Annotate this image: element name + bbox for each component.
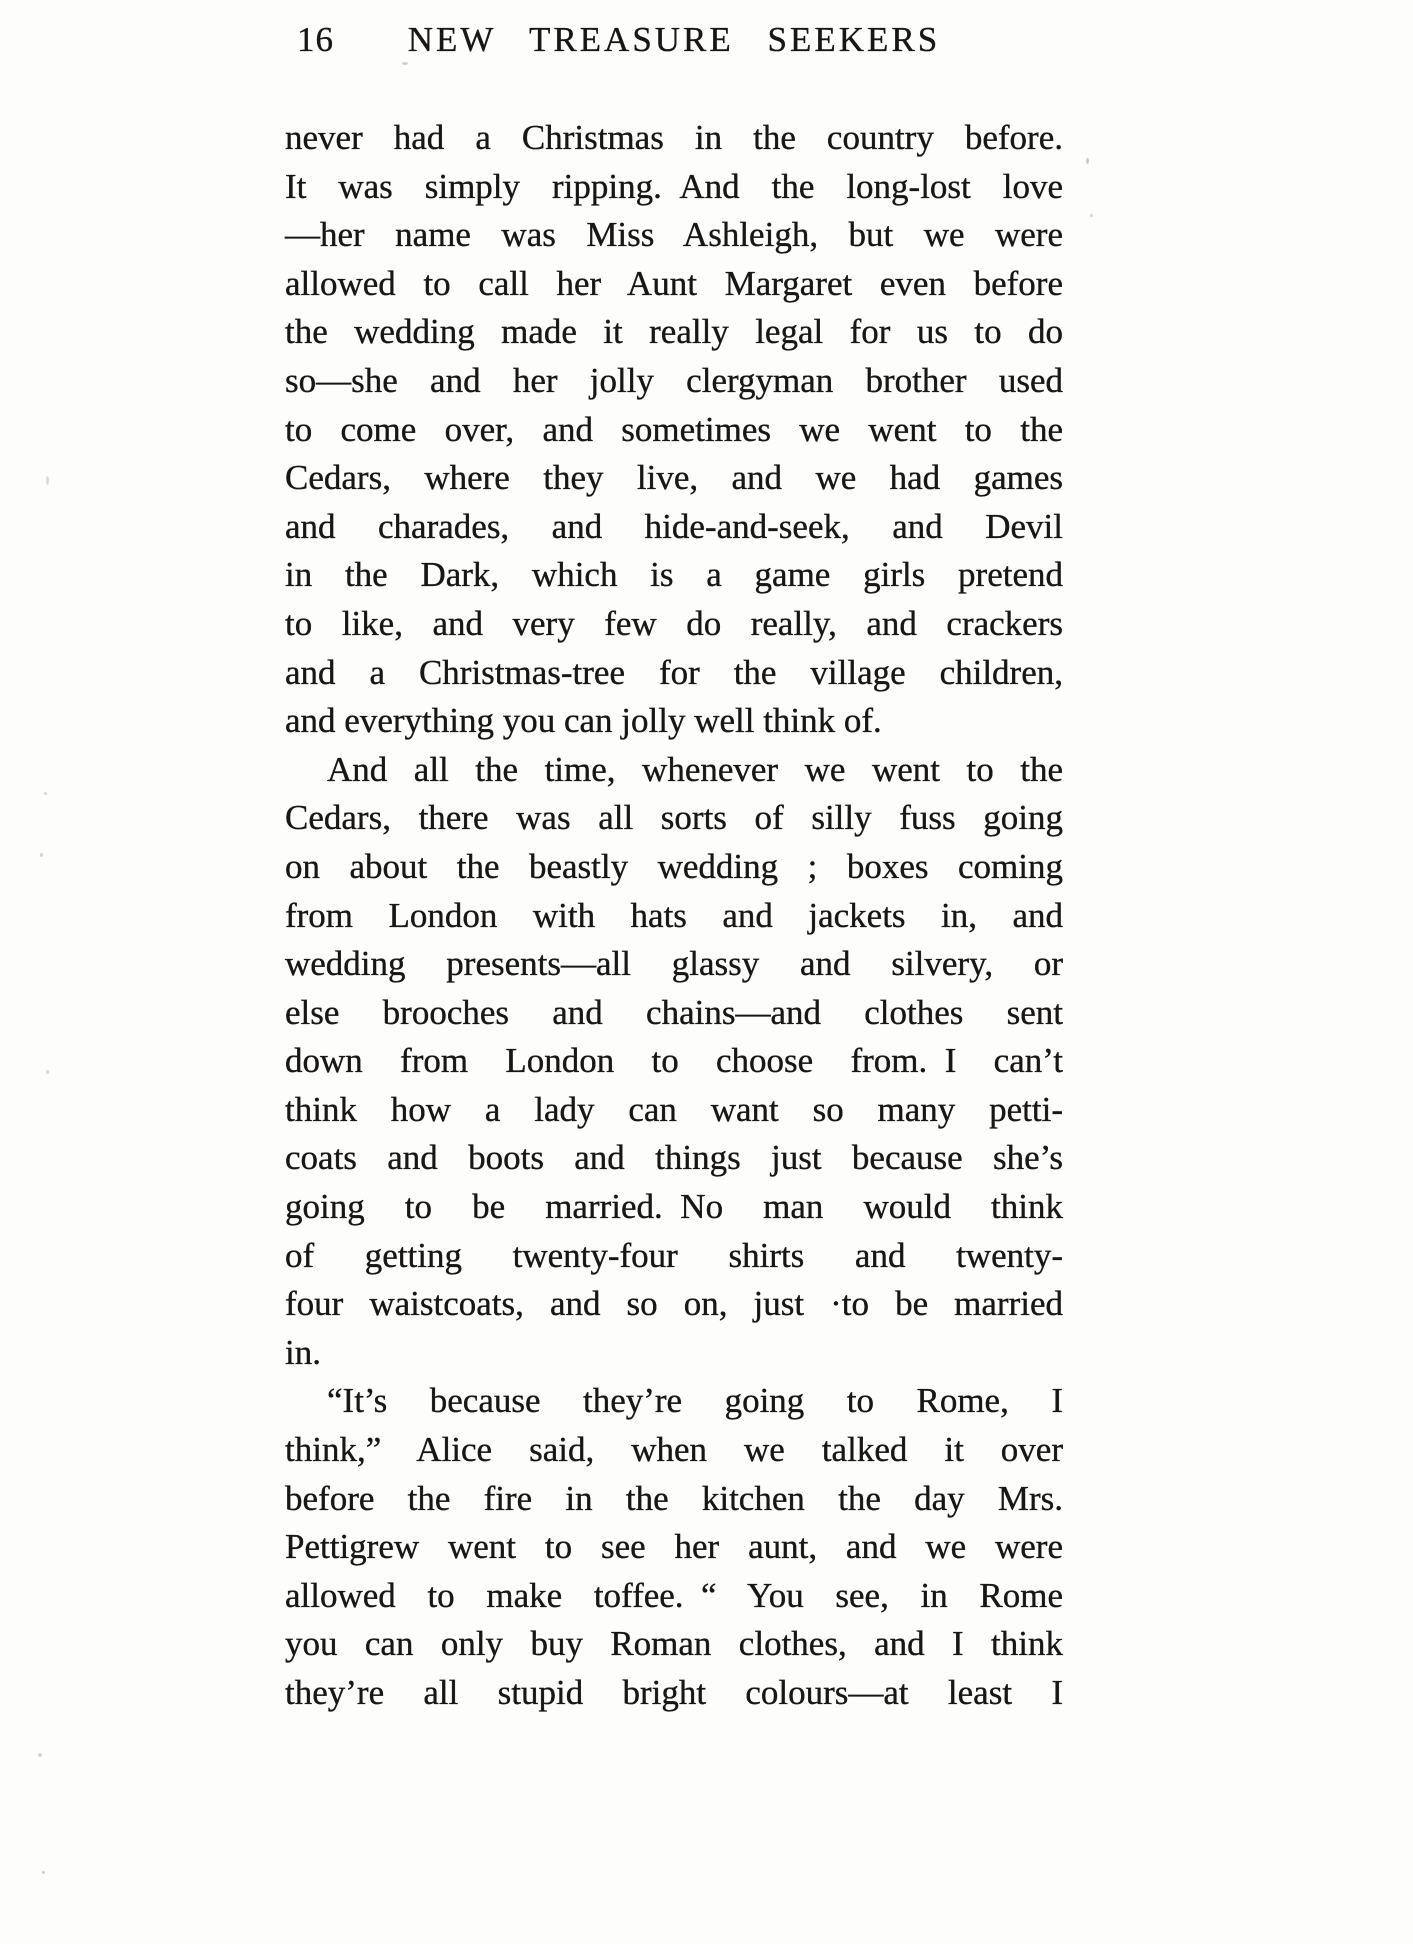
- text-line: And all the time, whenever we went to the: [327, 749, 1063, 789]
- scan-speck: [46, 1070, 49, 1074]
- text-line: It was simply ripping. And the long-lost love: [285, 166, 1063, 206]
- text-line: from London with hats and jackets in, and: [285, 895, 1063, 935]
- scan-speck: [1086, 158, 1089, 164]
- text-line: down from London to choose from. I can’t: [285, 1041, 1063, 1081]
- text-line: coats and boots and things just because she’s: [285, 1138, 1063, 1178]
- text-line: on about the beastly wedding ; boxes coming: [285, 846, 1063, 886]
- text-line: of getting twenty-four shirts and twenty-: [285, 1235, 1063, 1275]
- running-title: NEW TREASURE SEEKERS: [407, 20, 941, 59]
- text-line: in the Dark, which is a game girls pretend: [285, 555, 1063, 595]
- scan-speck: [402, 62, 408, 65]
- text-line: to come over, and sometimes we went to the: [285, 409, 1063, 449]
- text-line: and charades, and hide-and-seek, and Devil: [285, 506, 1063, 546]
- page-number: 16: [297, 20, 334, 59]
- text-line: else brooches and chains—and clothes sent: [285, 992, 1063, 1032]
- text-line: Cedars, where they live, and we had games: [285, 458, 1063, 498]
- text-lines: [285, 114, 1063, 1718]
- text-line: going to be married. No man would think: [285, 1187, 1063, 1227]
- text-line: to like, and very few do really, and crackers: [285, 603, 1063, 643]
- text-line: and everything you can jolly well think of.: [285, 701, 882, 741]
- scan-speck: [1090, 214, 1093, 217]
- text-line: allowed to make toffee. “ You see, in Rome: [285, 1575, 1063, 1615]
- text-line: Cedars, there was all sorts of silly fuss going: [285, 798, 1063, 838]
- scan-speck: [44, 792, 47, 795]
- text-line: four waistcoats, and so on, just ·to be married: [285, 1284, 1063, 1324]
- text-line: wedding presents—all glassy and silvery, or: [285, 944, 1063, 984]
- text-line: allowed to call her Aunt Margaret even before: [285, 263, 1063, 303]
- text-line: you can only buy Roman clothes, and I think: [285, 1624, 1063, 1664]
- text-line: think,” Alice said, when we talked it over: [285, 1430, 1063, 1470]
- text-line: “It’s because they’re going to Rome, I: [327, 1381, 1063, 1421]
- scan-speck: [38, 1753, 42, 1757]
- text-line: think how a lady can want so many petti-: [285, 1089, 1063, 1129]
- text-line: never had a Christmas in the country before.: [285, 118, 1063, 157]
- text-line: before the fire in the kitchen the day Mrs.: [285, 1478, 1063, 1518]
- text-line: and a Christmas-tree for the village children,: [285, 652, 1063, 692]
- text-line: they’re all stupid bright colours—at least I: [285, 1673, 1063, 1712]
- text-line: Pettigrew went to see her aunt, and we were: [285, 1527, 1063, 1567]
- text-line: in.: [285, 1332, 321, 1372]
- page-header: [285, 20, 1063, 64]
- text-line: so—she and her jolly clergyman brother used: [285, 360, 1063, 400]
- text-line: —her name was Miss Ashleigh, but we were: [285, 215, 1063, 255]
- scan-speck: [42, 1871, 45, 1874]
- text-line: the wedding made it really legal for us to do: [285, 312, 1063, 352]
- scan-speck: [46, 476, 49, 485]
- scan-speck: [40, 853, 43, 857]
